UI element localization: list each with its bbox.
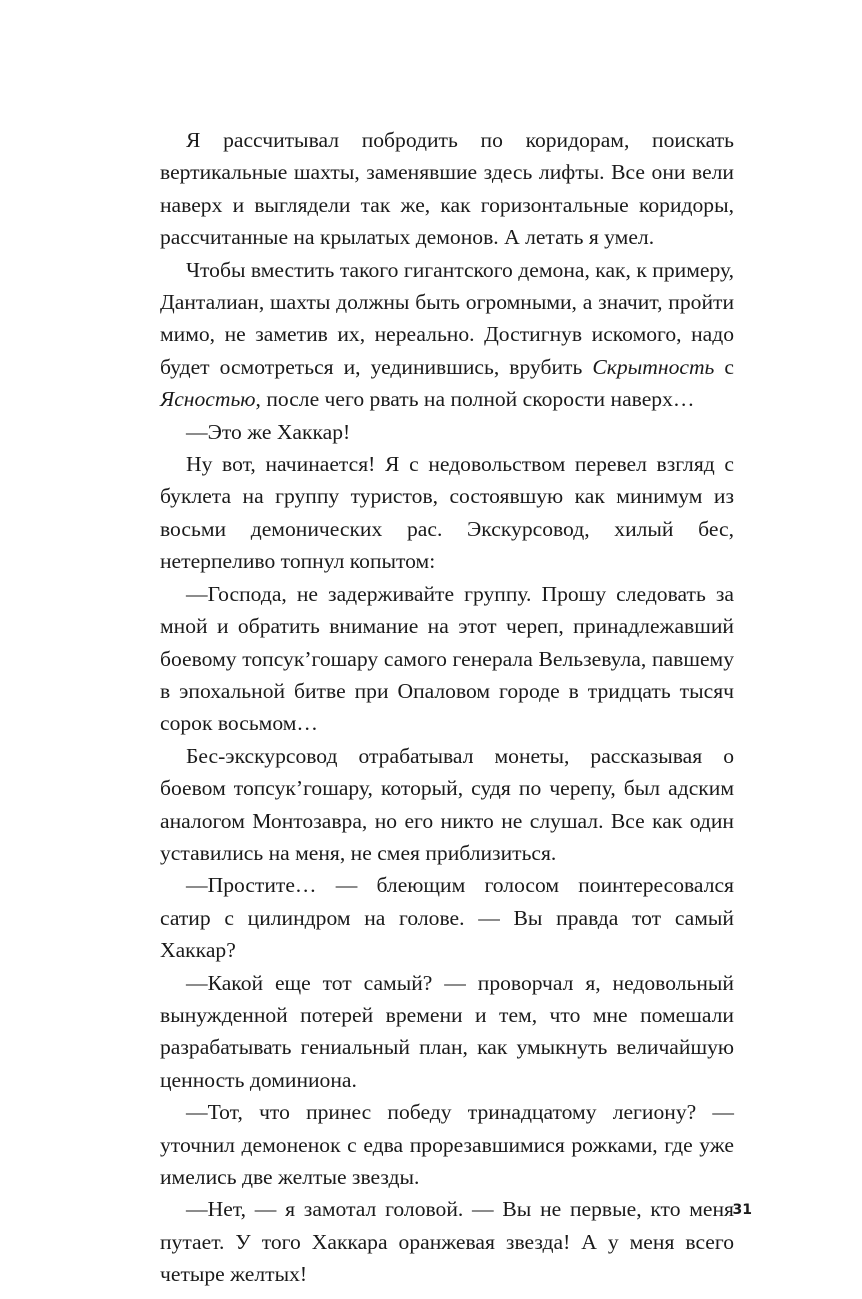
text-segment: , после чего рвать на полной скорости наверх… <box>255 387 695 412</box>
italic-text-segment: Ясностью <box>160 387 256 412</box>
text-segment: Я рассчитывал побродить по коридорам, поискать вертикальные шахты, заменявшие здесь лифты. Все они вели наверх и выглядели так же, как горизонтальные коридоры, рассчитанные на крылатых демонов. А летать я умел. <box>160 128 734 250</box>
paragraph <box>160 1193 734 1290</box>
paragraph <box>160 869 734 966</box>
italic-text-segment: Скрытность <box>592 354 715 379</box>
text-segment: —Господа, не задерживайте группу. Прошу следовать за мной и обратить внимание на этот череп, принадлежавший боевому топсук’гошару самого генерала Вельзевула, павшему в эпохальной битве при Опаловом городе в тридцать тысяч сорок восьмом… <box>160 581 734 736</box>
paragraph <box>160 1096 734 1193</box>
paragraph <box>160 416 734 448</box>
paragraph <box>160 578 734 740</box>
paragraph <box>160 967 734 1097</box>
text-segment: —Это же Хаккар! <box>186 419 351 444</box>
text-segment: Ну вот, начинается! Я с недовольством перевел взгляд с буклета на группу туристов, состоявшую как минимум из восьми демонических рас. Экскурсовод, хилый бес, нетерпеливо топнул копытом: <box>160 452 734 574</box>
text-segment: —Тот, что принес победу тринадцатому легиону? — уточнил демоненок с едва прорезавшимися рожками, где уже имелись две желтые звезды. <box>160 1100 734 1189</box>
paragraph <box>160 448 734 578</box>
paragraph <box>160 124 734 254</box>
text-segment: —Нет, — я замотал головой. — Вы не первые, кто меня путает. У того Хаккара оранжевая звезда! А у меня всего четыре желтых! <box>160 1197 734 1287</box>
text-segment: с <box>714 354 734 379</box>
page-number: 31 <box>732 1202 752 1218</box>
text-segment: Чтобы вместить такого гигантского демона, как, к примеру, Данталиан, шахты должны быть огромными, а значит, пройти мимо, не заметив их, нереально. Достигнув искомого, надо будет осмотреться и, уединившись, врубить <box>160 257 734 379</box>
paragraph <box>160 254 734 416</box>
book-page-text <box>160 124 734 1291</box>
paragraph <box>160 740 734 870</box>
text-segment: Бес-экскурсовод отрабатывал монеты, рассказывая о боевом топсук’гошару, который, судя по черепу, был адским аналогом Монтозавра, но его никто не слушал. Все как один уставились на меня, не смея приблизиться. <box>160 743 734 865</box>
text-segment: —Какой еще тот самый? — проворчал я, недовольный вынужденной потерей времени и тем, что мне помешали разрабатывать гениальный план, как умыкнуть величайшую ценность доминиона. <box>160 970 734 1092</box>
text-segment: —Простите… — блеющим голосом поинтересовался сатир с цилиндром на голове. — Вы правда тот самый Хаккар? <box>160 873 734 963</box>
